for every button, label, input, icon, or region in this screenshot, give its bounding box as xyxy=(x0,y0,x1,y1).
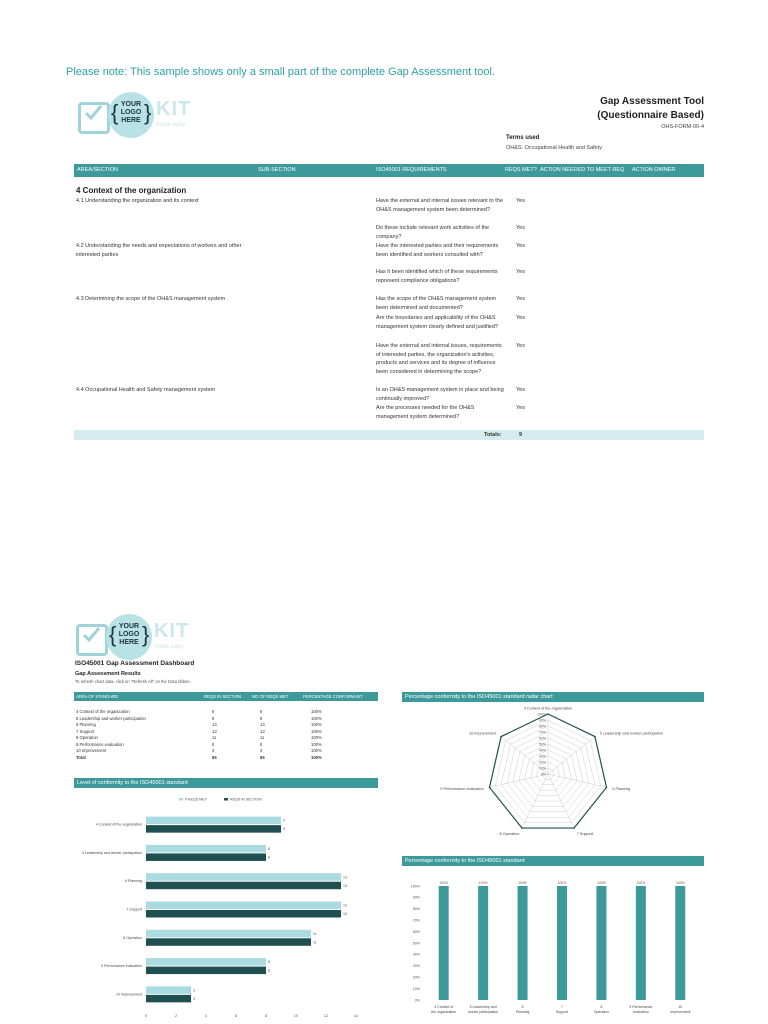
hbar-tick-label: 2 xyxy=(174,1014,178,1018)
vbar-bar xyxy=(596,886,606,1000)
vbar-bar xyxy=(557,886,567,1000)
logo-tagline: made easy xyxy=(156,122,186,128)
reqs-met-1: Yes xyxy=(516,198,525,204)
hbar-tick-label: 6 xyxy=(234,1014,238,1018)
legend-swatch xyxy=(179,798,183,801)
vbar-data-label: 100% xyxy=(636,881,646,885)
hbar-bar xyxy=(146,882,341,890)
reqs-met-4: Yes xyxy=(516,269,525,275)
hbar-data-label: 3 xyxy=(193,996,195,1001)
header-action-needed: ACTION NEEDED TO MEET REQ xyxy=(540,167,625,173)
form-number: OHS-FORM-00-4 xyxy=(661,124,704,130)
vbar-category-label: 4 Context of xyxy=(434,1005,454,1009)
vbar-category-label: 7 xyxy=(561,1005,563,1009)
hbar-data-label: 9 xyxy=(283,827,285,832)
summary-cell: 8 xyxy=(260,741,263,747)
summary-cell: 5 Leadership and worker participation xyxy=(76,715,146,721)
vbar-category-label: worker participation xyxy=(467,1010,499,1014)
summary-cell: 8 xyxy=(212,741,215,747)
vbar-tick-label: 10% xyxy=(412,986,420,991)
vbar-data-label: 100% xyxy=(557,881,567,885)
vbar-tick-label: 30% xyxy=(412,964,420,969)
radar-tick-label: 10% xyxy=(538,766,546,771)
summary-cell: 100% xyxy=(311,735,322,740)
vbar-category-label: 8 xyxy=(600,1005,603,1009)
hbar-bar xyxy=(146,910,341,918)
radar-tick-label: 0% xyxy=(540,772,546,777)
reqs-met-3: Yes xyxy=(516,243,525,249)
hbar-data-label: 8 xyxy=(268,968,270,973)
vbar-bar xyxy=(478,886,488,1000)
vbar-bar xyxy=(518,886,528,1000)
hbar-bar xyxy=(146,958,266,966)
vbar-tick-label: 60% xyxy=(412,929,420,934)
summary-row xyxy=(74,742,378,748)
summary-cell: Total xyxy=(76,754,86,760)
radar-point xyxy=(547,713,549,715)
radar-tick-label: 90% xyxy=(538,718,546,723)
terms-heading: Terms used xyxy=(506,135,540,141)
radar-tick-label: 60% xyxy=(538,736,546,741)
requirement-6: Are the boundaries and applicability of the OH&S management system clearly defined and justified? xyxy=(376,315,498,330)
vbar-category-label: the organization xyxy=(431,1010,457,1014)
vbar-data-label: 100% xyxy=(675,881,685,885)
dashboard-hint: To refresh chart data, click on "Refresh All" on the Data ribbon. xyxy=(75,679,191,684)
summary-cell: 7 Support xyxy=(76,728,95,734)
check-icon xyxy=(78,102,110,134)
radar-category-label: 10 Improvement xyxy=(468,731,497,736)
hbar-data-label: 13 xyxy=(343,912,347,917)
vbar-data-label: 100% xyxy=(518,881,527,885)
radar-tick-label: 50% xyxy=(538,742,546,747)
radar-point xyxy=(500,736,502,738)
vbar-category-label: 9 Performance xyxy=(629,1005,653,1009)
vbar-category-label: Support xyxy=(555,1010,569,1014)
subsection-4-2: 4.2 Understanding the needs and expectations of workers and other interested parties xyxy=(76,243,242,258)
hbar-data-label: 8 xyxy=(268,960,270,965)
hbar-tick-label: 0 xyxy=(144,1014,148,1018)
subsection-4-3: 4.3 Determining the scope of the OH&S management system xyxy=(76,296,226,302)
hbar-data-label: 13 xyxy=(343,875,347,880)
company-logo: { YOUR LOGO HERE } KIT made easy xyxy=(78,92,198,140)
totals-value: 9 xyxy=(519,432,523,438)
section-title: 4 Context of the organization xyxy=(76,186,187,195)
vbar-tick-label: 0% xyxy=(414,998,420,1003)
summary-cell: 8 xyxy=(212,715,215,721)
dashboard-title: ISO45001 Gap Assessment Dashboard xyxy=(75,660,195,667)
table-header xyxy=(74,164,704,177)
hbar-tick-label: 8 xyxy=(264,1014,268,1018)
radar-point xyxy=(573,827,575,829)
vbar-category-label: Operation xyxy=(593,1010,610,1014)
header-reqs-met: REQS MET? xyxy=(505,167,537,173)
summary-cell: 13 xyxy=(260,722,265,727)
summary-row xyxy=(74,755,378,761)
requirement-9: Are the processes needed for the OH&S management system determined? xyxy=(376,405,475,420)
hbar-bar xyxy=(146,986,191,994)
hbar-data-label: 3 xyxy=(193,988,195,993)
header-area: AREA/SECTION xyxy=(77,167,118,173)
document-title: Gap Assessment Tool (Questionnaire Based) xyxy=(597,96,704,121)
summary-cell: 6 Planning xyxy=(76,722,96,727)
hbar-category-label: 8 Operation xyxy=(123,935,142,940)
requirement-7: Have the external and internal issues, requirements of interested parties, the organization's activities, products and services and its degree of influence been considered in determining the scope? xyxy=(376,343,502,376)
radar-category-label: 4 Context of the organization xyxy=(523,706,573,711)
radar-tick-label: 100% xyxy=(537,712,546,717)
summary-row xyxy=(74,748,378,754)
summary-header: AREA OF STANDARD REQS IN SECTION NO OF REQS MET PERCENTAGE CONFORMANT xyxy=(74,692,378,701)
radar-category-label: 7 Support xyxy=(576,831,594,836)
hbar-bar xyxy=(146,825,281,833)
vbar-data-label: 100% xyxy=(478,881,488,885)
requirement-4: Has it been identified which of these requirements represent compliance obligations? xyxy=(376,269,498,284)
summary-cell: 13 xyxy=(212,728,217,734)
hbar-bar xyxy=(146,902,341,910)
summary-cell: 10 Improvement xyxy=(76,748,107,753)
vbar-category-label: 10 xyxy=(678,1005,683,1009)
legend-label: # REQS MET xyxy=(185,797,207,802)
terms-value: OH&S: Occupational Health and Safety xyxy=(506,145,602,151)
summary-cell: 11 xyxy=(212,735,217,740)
summary-cell: 100% xyxy=(311,709,322,714)
header-requirements: ISO45001 REQUIREMENTS xyxy=(376,167,447,173)
hbar-bar xyxy=(146,995,191,1003)
header-action-owner: ACTION OWNER xyxy=(632,167,676,173)
hbar-data-label: 11 xyxy=(313,940,317,945)
hbar-banner: Level of conformity to the ISO45001 standard xyxy=(74,778,378,788)
dashboard-subtitle: Gap Assessment Results xyxy=(75,671,141,677)
summary-cell: 13 xyxy=(260,728,265,734)
radar-point xyxy=(521,827,523,829)
radar-tick-label: 20% xyxy=(538,760,546,765)
reqs-met-8: Yes xyxy=(516,387,525,393)
radar-category-label: 5 Leadership and worker participation xyxy=(599,731,663,736)
reqs-met-9: Yes xyxy=(516,405,525,411)
hbar-data-label: 8 xyxy=(268,855,270,860)
vbar-bar xyxy=(675,886,685,1000)
requirement-1: Have the external and internal issues relevant to the OH&S management system been determined? xyxy=(376,198,503,213)
legend-swatch xyxy=(224,798,228,801)
vbar-tick-label: 20% xyxy=(412,975,420,980)
vbar-category-label: Improvement xyxy=(670,1010,691,1014)
vbar-tick-label: 80% xyxy=(412,907,420,912)
summary-cell: 8 xyxy=(260,715,263,721)
sample-note: Please note: This sample shows only a small part of the complete Gap Assessment tool. xyxy=(66,66,496,78)
hbar-data-label: 13 xyxy=(343,903,347,908)
reqs-met-5: Yes xyxy=(516,296,525,302)
summary-cell: 13 xyxy=(212,722,217,727)
totals-row xyxy=(74,430,704,440)
vbar-chart xyxy=(402,868,704,1018)
summary-cell: 100% xyxy=(311,741,322,747)
reqs-met-2: Yes xyxy=(516,225,525,231)
hbar-category-label: 4 Context of the organization xyxy=(96,822,142,827)
hbar-category-label: 5 Leadership and worker participation xyxy=(82,850,142,855)
hbar-data-label: 13 xyxy=(343,883,347,888)
summary-cell: 9 xyxy=(260,709,263,714)
vbar-category-label: Planning xyxy=(515,1010,530,1014)
radar-banner: Percentage conformity to the ISO45001 standard radar chart xyxy=(402,692,704,702)
summary-cell: 65 xyxy=(212,754,217,760)
hbar-data-label: 9 xyxy=(283,818,285,823)
legend-label: REQS IN SECTION xyxy=(230,797,262,802)
hbar-bar xyxy=(146,853,266,861)
vbar-banner: Percentage conformity to the ISO45001 standard xyxy=(402,856,704,866)
radar-tick-label: 80% xyxy=(538,724,546,729)
radar-category-label: 9 Performance evaluation xyxy=(440,787,484,792)
summary-row xyxy=(74,709,378,715)
vbar-tick-label: 50% xyxy=(412,941,420,946)
radar-tick-label: 70% xyxy=(538,730,546,735)
hbar-data-label: 11 xyxy=(313,931,317,936)
summary-cell: 3 xyxy=(212,748,215,753)
hbar-bar xyxy=(146,845,266,853)
vbar-tick-label: 70% xyxy=(412,918,420,923)
hbar-bar xyxy=(146,967,266,975)
radar-tick-label: 40% xyxy=(538,748,546,753)
summary-cell: 65 xyxy=(260,754,265,760)
radar-category-label: 8 Operation xyxy=(499,831,520,836)
summary-cell: 100% xyxy=(311,722,322,727)
requirement-8: Is an OH&S management system in place and being continually improved? xyxy=(376,387,504,402)
dashboard-logo: { YOUR LOGO HERE } KIT made easy xyxy=(76,614,196,662)
summary-cell: 9 Performance evaluation xyxy=(76,741,124,747)
logo-brand: KIT xyxy=(156,98,192,120)
radar-point xyxy=(489,787,491,789)
hbar-category-label: 6 Planning xyxy=(125,879,142,884)
vbar-data-label: 100% xyxy=(439,881,449,885)
summary-cell: 8 Operation xyxy=(76,735,98,740)
vbar-tick-label: 40% xyxy=(412,952,420,957)
radar-point xyxy=(606,787,608,789)
summary-cell: 100% xyxy=(311,754,322,760)
hbar-tick-label: 14 xyxy=(353,1014,359,1018)
check-icon xyxy=(76,624,108,656)
vbar-tick-label: 100% xyxy=(410,884,420,889)
requirement-2: Do these include relevant work activities of the company? xyxy=(376,225,490,240)
subsection-4-4: 4.4 Occupational Health and Safety management system xyxy=(76,387,216,393)
requirement-5: Has the scope of the OH&S management system been determined and documented? xyxy=(376,296,497,311)
hbar-bar xyxy=(146,817,281,825)
subsection-4-1: 4.1 Understanding the organization and its context xyxy=(76,198,199,204)
vbar-category-label: 6 xyxy=(521,1005,524,1009)
hbar-category-label: 9 Performance evaluation xyxy=(101,964,142,969)
summary-cell: 100% xyxy=(311,728,322,734)
requirement-3: Have the interested parties and their requirements been identified and workers consulted with? xyxy=(376,243,499,258)
radar-category-label: 6 Planning xyxy=(612,787,631,792)
vbar-data-label: 100% xyxy=(597,881,606,885)
hbar-bar xyxy=(146,873,341,881)
vbar-category-label: 5 Leadership and xyxy=(469,1005,497,1009)
reqs-met-6: Yes xyxy=(516,315,525,321)
summary-row xyxy=(74,716,378,722)
hbar-bar xyxy=(146,938,311,946)
summary-cell: 3 xyxy=(260,748,263,753)
radar-tick-label: 30% xyxy=(538,754,546,759)
summary-row xyxy=(74,735,378,741)
radar-point xyxy=(594,736,596,738)
vbar-bar xyxy=(439,886,449,1000)
vbar-tick-label: 90% xyxy=(412,895,420,900)
radar-chart xyxy=(402,704,704,844)
header-subsection: SUB-SECTION xyxy=(258,167,296,173)
summary-cell: 11 xyxy=(260,735,265,740)
hbar-tick-label: 4 xyxy=(204,1014,208,1018)
summary-cell: 4 Context of the organization xyxy=(76,709,130,714)
hbar-data-label: 8 xyxy=(268,846,270,851)
hbar-tick-label: 10 xyxy=(293,1014,299,1018)
summary-row xyxy=(74,722,378,728)
totals-label: Totals: xyxy=(484,432,502,438)
summary-cell: 100% xyxy=(311,748,322,753)
summary-cell: 100% xyxy=(311,715,322,721)
hbar-category-label: 10 Improvement xyxy=(116,992,142,997)
hbar-category-label: 7 Support xyxy=(126,907,142,912)
reqs-met-7: Yes xyxy=(516,343,525,349)
summary-cell: 9 xyxy=(212,709,215,714)
vbar-category-label: evaluation xyxy=(632,1010,649,1014)
vbar-bar xyxy=(636,886,646,1000)
hbar-bar xyxy=(146,930,311,938)
hbar-chart xyxy=(74,790,378,1020)
summary-row xyxy=(74,729,378,735)
hbar-tick-label: 12 xyxy=(323,1014,329,1018)
